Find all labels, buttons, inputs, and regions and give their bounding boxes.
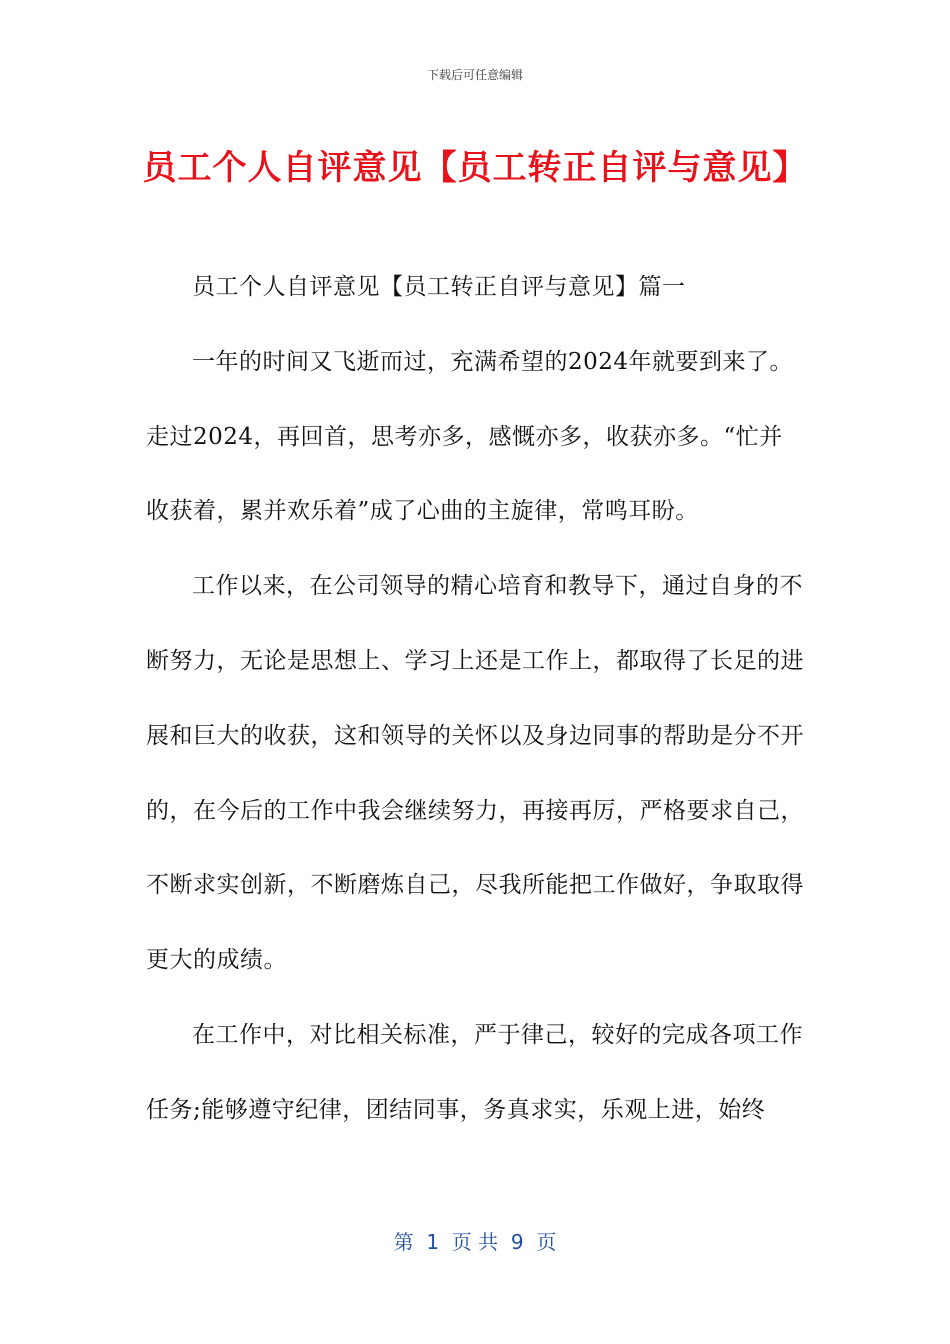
document-title: 员工个人自评意见【员工转正自评与意见】 [142, 148, 808, 188]
document-body [146, 250, 806, 1148]
paragraph-1: 一年的时间又飞逝而过，充满希望的2024年就要到来了。走过2024，再回首，思考亦多，感慨亦多，收获亦多。“忙并收获着，累并欢乐着”成了心曲的主旋律，常鸣耳盼。 [146, 348, 794, 525]
header-note: 下载后可任意编辑 [426, 68, 523, 82]
paragraph-heading: 员工个人自评意见【员工转正自评与意见】篇一 [192, 274, 686, 300]
page-indicator: 第 1 页 共 9 页 [393, 1230, 557, 1254]
paragraph-2: 工作以来，在公司领导的精心培育和教导下，通过自身的不断努力，无论是思想上、学习上还是工作上，都取得了长足的进展和巨大的收获，这和领导的关怀以及身边同事的帮助是分不开的，在今后的工作中我会继续努力，再接再厉，严格要求自己，不断求实创新，不断磨炼自己，尽我所能把工作做好，争取取得更大的成绩。 [146, 573, 804, 974]
paragraph-3: 在工作中，对比相关标准，严于律己，较好的完成各项工作任务;能够遵守纪律，团结同事，务真求实，乐观上进，始终 [146, 1021, 803, 1123]
